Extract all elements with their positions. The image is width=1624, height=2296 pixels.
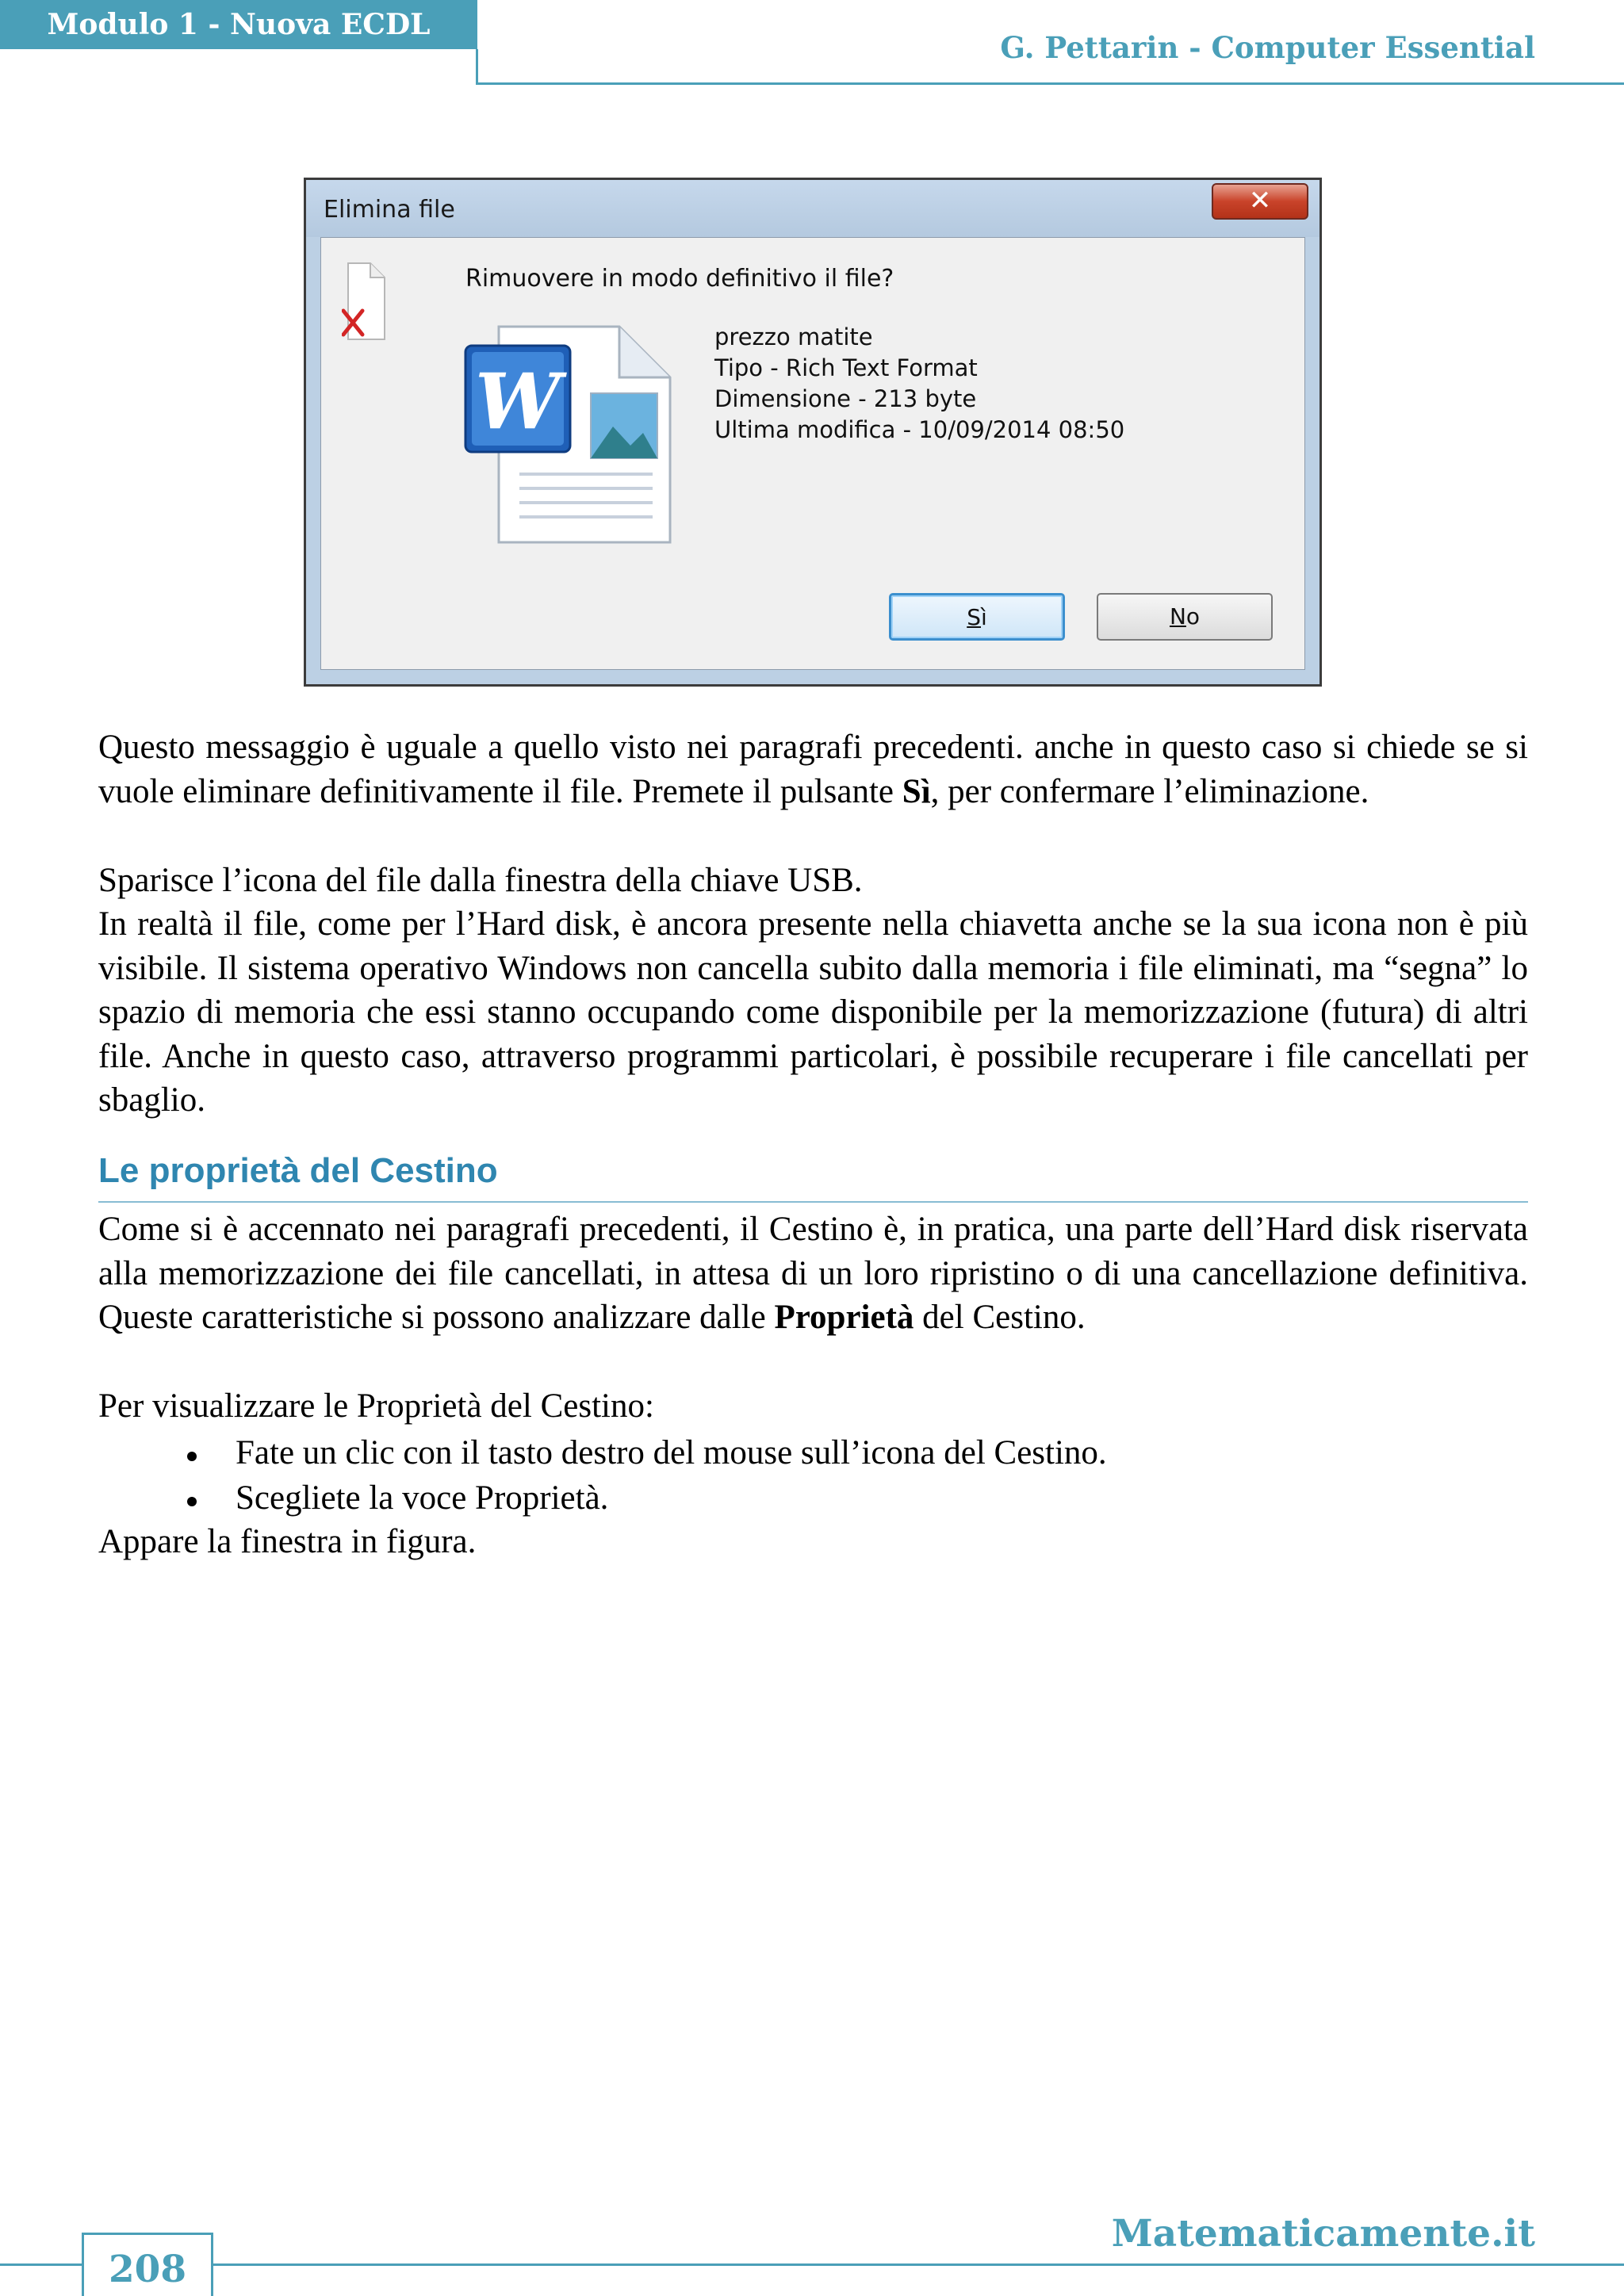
paragraph-window-appears: Appare la finestra in figura. <box>98 1523 477 1560</box>
page-number: 208 <box>108 2248 187 2291</box>
paragraph-message: Questo messaggio è uguale a quello visto nei paragrafi precedenti. anche in questo caso si chiede se si vuole eliminare definitivamente il file. Premete il pulsante Sì, per confermare l’eliminazione. <box>98 729 1528 810</box>
svg-text:W: W <box>475 357 561 446</box>
paragraph-file-still-present: In realtà il file, come per l’Hard disk, è ancora presente nella chiavetta anche se la sua icona non è più visibile. Il sistema operativo Windows non cancella subito dalla memoria i file eliminati, ma “segna” lo spazio di memoria che essi stanno occupando come disponibile per la memorizzazione (futura) di altri file. Anche in questo caso, attraverso programmi particolari, è possibile recuperare i file cancellati per sbaglio. <box>98 905 1528 1119</box>
dialog-titlebar <box>306 180 1320 237</box>
bullet-dot <box>187 1497 197 1506</box>
paragraph-to-view-properties: Per visualizzare le Proprietà del Cestino: <box>98 1387 654 1425</box>
dialog-title: Elimina file <box>324 196 455 224</box>
file-size: Dimensione - 213 byte <box>714 385 977 412</box>
list-item: Scegliete la voce Proprietà. <box>236 1479 609 1517</box>
dialog-body <box>320 237 1305 670</box>
bullet-dot <box>187 1452 197 1461</box>
page-number-box <box>82 2233 213 2296</box>
no-button[interactable]: No <box>1097 593 1273 641</box>
yes-button[interactable]: Sì <box>889 593 1065 641</box>
list-item: Fate un clic con il tasto destro del mouse sull’icona del Cestino. <box>236 1434 1107 1471</box>
module-label: Modulo 1 - Nuova ECDL <box>0 0 477 49</box>
file-modified: Ultima modifica - 10/09/2014 08:50 <box>714 416 1125 443</box>
footer-brand: Matematicamente.it <box>1111 2212 1535 2256</box>
file-type: Tipo - Rich Text Format <box>714 354 978 381</box>
section-rule <box>98 1201 1528 1203</box>
word-document-icon <box>464 317 686 547</box>
bold-yes: Sì <box>902 772 931 810</box>
section-heading: Le proprietà del Cestino <box>98 1151 498 1190</box>
bold-properties: Proprietà <box>774 1299 914 1336</box>
paragraph-icon-disappears: Sparisce l’icona del file dalla finestra della chiave USB. <box>98 862 863 899</box>
delete-file-dialog <box>304 178 1322 687</box>
dialog-question: Rimuovere in modo definitivo il file? <box>465 265 894 293</box>
footer-rule <box>0 2263 1624 2266</box>
book-title: G. Pettarin - Computer Essential <box>1000 30 1535 65</box>
paragraph-recycle-bin: Come si è accennato nei paragrafi precedenti, il Cestino è, in pratica, una parte dell’Hard disk riservata alla memorizzazione dei file cancellati, in attesa di un loro ripristino o di una cancellazione definitiva. Queste caratteristiche si possono analizzare dalle Proprietà del Cestino. <box>98 1211 1528 1336</box>
close-button[interactable]: ✕ <box>1212 183 1308 220</box>
deleted-file-icon <box>342 262 386 341</box>
header-rule-vertical <box>476 49 478 84</box>
header-rule <box>476 82 1624 85</box>
file-name: prezzo matite <box>714 323 873 350</box>
